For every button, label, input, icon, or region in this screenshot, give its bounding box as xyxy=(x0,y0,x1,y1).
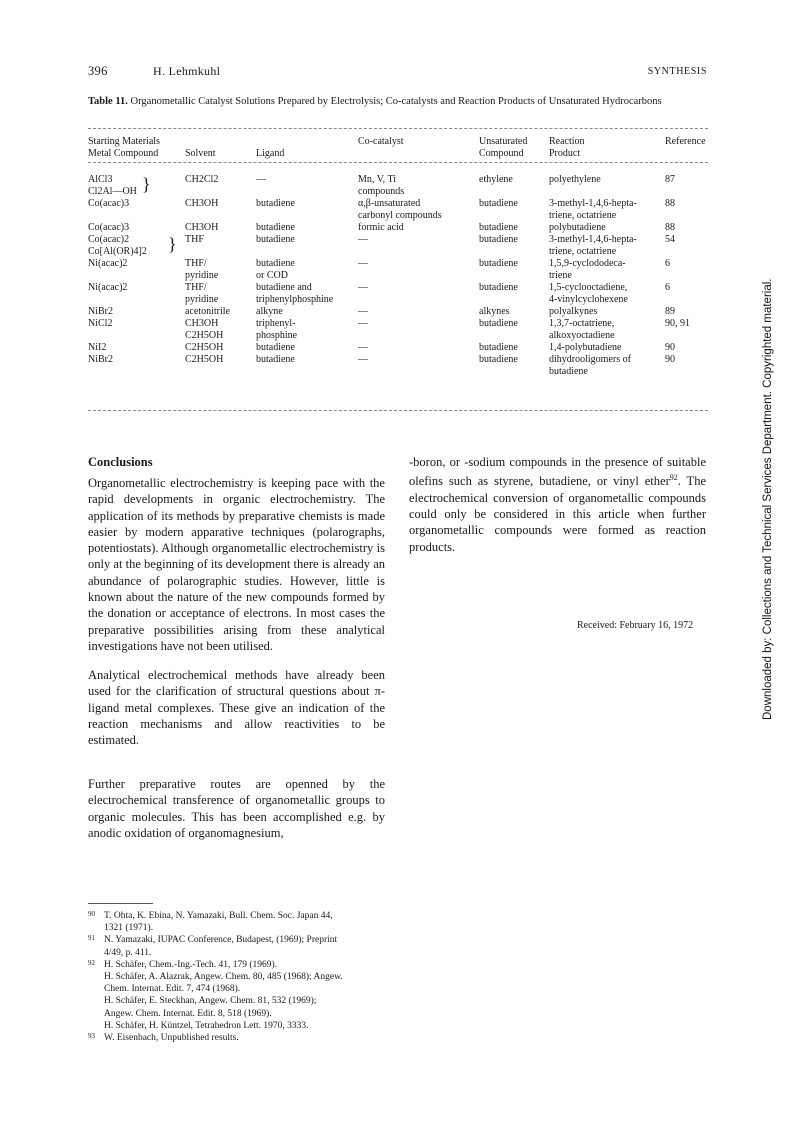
cell-reference: 6 xyxy=(665,282,670,293)
cell-co-catalyst: formic acid xyxy=(358,222,404,233)
section-heading: Conclusions xyxy=(88,455,153,469)
col-header-reference: Reference xyxy=(665,136,706,147)
cell-solvent: CH3OH xyxy=(185,198,219,209)
table-header-rule xyxy=(88,162,708,163)
cell-reference: 88 xyxy=(665,198,675,209)
paragraph: Analytical electrochemical methods have already been used for the clarification of structural questions about π-ligand metal complexes. These give an indication of the reaction mechanisms and allow reactivities to be estimated. xyxy=(88,668,385,748)
cell-solvent: C2H5OH xyxy=(185,354,224,365)
brace-glyph: } xyxy=(168,234,177,254)
cell-ligand: butadiene xyxy=(256,342,295,353)
cell-unsaturated-compound: ethylene xyxy=(479,174,513,185)
cell-solvent: CH3OH C2H5OH xyxy=(185,318,224,341)
cell-unsaturated-compound: butadiene xyxy=(479,282,518,293)
cell-unsaturated-compound: butadiene xyxy=(479,234,518,245)
cell-reaction-product: dihydrooligomers of butadiene xyxy=(549,354,631,377)
footnote xyxy=(88,959,388,1032)
footnote-number: 91 xyxy=(88,934,95,943)
brace-glyph: } xyxy=(142,174,151,194)
cell-starting-material: AlCl3 Cl2Al—OH xyxy=(88,174,137,197)
cell-solvent: CH3OH xyxy=(185,222,219,233)
footnote-number: 93 xyxy=(88,1032,95,1041)
paragraph: Further preparative routes are openned by the electrochemical transference of organometallic groups to organic molecules. This has been accomplished e.g. by anodic oxidation of organomagnesium, xyxy=(88,777,385,840)
cell-reference: 88 xyxy=(665,222,675,233)
cell-solvent: C2H5OH xyxy=(185,342,224,353)
cell-unsaturated-compound: butadiene xyxy=(479,198,518,209)
cell-co-catalyst: Mn, V, Ti compounds xyxy=(358,174,405,197)
paragraph-text: -boron, or -sodium compounds in the presence of suitable olefins such as styrene, butadiene, or vinyl ether xyxy=(409,455,706,489)
footnote-line: H. Schäfer, H. Küntzel, Tetrahedron Lett. 1970, 3333. xyxy=(104,1020,309,1031)
cell-starting-material: NiBr2 xyxy=(88,306,113,317)
cell-ligand: butadiene xyxy=(256,234,295,245)
cell-co-catalyst: — xyxy=(358,342,368,353)
cell-starting-material: NiBr2 xyxy=(88,354,113,365)
cell-reference: 6 xyxy=(665,258,670,269)
footnote-line: T. Ohta, K. Ebina, N. Yamazaki, Bull. Chem. Soc. Japan 44, xyxy=(104,911,333,921)
footnote-line: H. Schäfer, Chem.-Ing.-Tech. 41, 179 (1969). xyxy=(104,959,278,970)
col-header-unsaturated-compound: Unsaturated Compound xyxy=(479,136,528,159)
cell-ligand: — xyxy=(256,174,266,185)
footnote-line: Chem. Internat. Edit. 7, 474 (1968). xyxy=(104,984,241,995)
cell-co-catalyst: — xyxy=(358,282,368,293)
reference-marker: 92 xyxy=(669,473,678,483)
footnote-rule xyxy=(88,903,153,904)
paragraph: Organometallic electrochemistry is keeping pace with the rapid developments in organic electrochemistry. The application of its methods by preparative chemists is made easier by modern apparative techniques (polarographs, potentiostats). Although organometallic electrochemistry is only at the beginning of its development there is already an abundance of polarographic studies. However, little is known about the nature of the new compounds formed by the donation or acceptance of electrons. In most cases the preparative possibilities arising from these analytical investigations have not been utilised. xyxy=(88,476,385,653)
table-top-rule xyxy=(88,128,708,129)
col-header-starting-materials: Starting Materials Metal Compound xyxy=(88,136,160,159)
cell-unsaturated-compound: alkynes xyxy=(479,306,510,317)
footnote-line: Angew. Chem. Internat. Edit. 8, 518 (1969). xyxy=(104,1008,272,1019)
cell-ligand: butadiene or COD xyxy=(256,258,295,281)
cell-solvent: THF/ pyridine xyxy=(185,258,219,281)
cell-reaction-product: 1,5,9-cyclododeca- triene xyxy=(549,258,626,281)
footnote-line: 1321 (1971). xyxy=(104,923,154,934)
cell-co-catalyst: — xyxy=(358,234,368,245)
cell-starting-material: Ni(acac)2 xyxy=(88,282,128,293)
cell-co-catalyst: — xyxy=(358,306,368,317)
cell-unsaturated-compound: butadiene xyxy=(479,258,518,269)
page-number: 396 xyxy=(88,64,108,78)
footnote-number: 90 xyxy=(88,910,95,918)
cell-ligand: triphenyl- phosphine xyxy=(256,318,298,341)
cell-reference: 90 xyxy=(665,342,675,353)
footnote-line: W. Eisenbach, Unpublished results. xyxy=(104,1033,239,1044)
cell-ligand: butadiene and triphenylphosphine xyxy=(256,282,334,305)
running-author: H. Lehmkuhl xyxy=(153,64,221,78)
cell-co-catalyst: — xyxy=(358,354,368,365)
footnote-line: N. Yamazaki, IUPAC Conference, Budapest, (1969); Preprint xyxy=(104,935,338,946)
cell-co-catalyst: — xyxy=(358,318,368,329)
cell-reaction-product: 3-methyl-1,4,6-hepta- triene, octatriene xyxy=(549,234,637,257)
table-bottom-rule xyxy=(88,410,708,411)
cell-unsaturated-compound: butadiene xyxy=(479,342,518,353)
download-watermark: Downloaded by: Collections and Technical Services Department. Copyrighted material. xyxy=(762,278,774,720)
footnote-line: H. Schäfer, A. Alazrak, Angew. Chem. 80, 485 (1968); Angew. xyxy=(104,972,343,983)
paragraph-text: . The electrochemical conversion of organometallic compounds could only be considered in this article when further organometallic compounds were formed as reaction products. xyxy=(409,474,706,554)
table-caption-text: Organometallic Catalyst Solutions Prepared by Electrolysis; Co-catalysts and Reaction Products of Unsaturated Hydrocarbons xyxy=(130,96,662,107)
col-header-ligand: Ligand xyxy=(256,148,285,159)
cell-starting-material: NiCl2 xyxy=(88,318,113,329)
cell-solvent: THF/ pyridine xyxy=(185,282,219,305)
cell-starting-material: Co(acac)3 xyxy=(88,198,130,209)
cell-solvent: acetonitrile xyxy=(185,306,230,317)
cell-ligand: butadiene xyxy=(256,198,295,209)
cell-reaction-product: polyethylene xyxy=(549,174,601,185)
cell-reaction-product: 1,5-cyclooctadiene, 4-vinylcyclohexene xyxy=(549,282,628,305)
cell-starting-material: Co(acac)3 xyxy=(88,222,130,233)
cell-unsaturated-compound: butadiene xyxy=(479,222,518,233)
footnote-line: H. Schäfer, E. Steckhan, Angew. Chem. 81, 532 (1969); xyxy=(104,996,317,1007)
cell-starting-material: Ni(acac)2 xyxy=(88,258,128,269)
cell-reaction-product: 1,3,7-octatriene, alkoxyoctadiene xyxy=(549,318,615,341)
footnote-line: 4/49, p. 411. xyxy=(104,947,152,958)
cell-co-catalyst: — xyxy=(358,258,368,269)
cell-starting-material: Co(acac)2 Co[Al(OR)4]2 xyxy=(88,234,147,257)
cell-co-catalyst: α,β-unsaturated carbonyl compounds xyxy=(358,198,442,221)
footnote xyxy=(88,910,388,934)
cell-unsaturated-compound: butadiene xyxy=(479,354,518,365)
cell-reference: 54 xyxy=(665,234,675,245)
cell-reaction-product: polybutadiene xyxy=(549,222,606,233)
col-header-solvent: Solvent xyxy=(185,148,216,159)
journal-name: SYNTHESIS xyxy=(647,66,707,77)
cell-ligand: butadiene xyxy=(256,222,295,233)
paragraph xyxy=(409,454,706,555)
footnote-number: 92 xyxy=(88,958,95,967)
table-caption-label: Table 11. xyxy=(88,96,128,107)
cell-reaction-product: 3-methyl-1,4,6-hepta- triene, octatriene xyxy=(549,198,637,221)
footnote xyxy=(88,934,388,958)
cell-ligand: alkyne xyxy=(256,306,283,317)
received-date: Received: February 16, 1972 xyxy=(577,620,694,631)
cell-reference: 89 xyxy=(665,306,675,317)
cell-reference: 87 xyxy=(665,174,675,185)
footnotes xyxy=(88,910,388,1044)
cell-solvent: CH2Cl2 xyxy=(185,174,219,185)
col-header-reaction-product: Reaction Product xyxy=(549,136,585,159)
cell-reference: 90, 91 xyxy=(665,318,690,329)
table-caption xyxy=(88,95,708,109)
cell-reaction-product: polyalkynes xyxy=(549,306,598,317)
cell-reference: 90 xyxy=(665,354,675,365)
cell-unsaturated-compound: butadiene xyxy=(479,318,518,329)
col-header-co-catalyst: Co-catalyst xyxy=(358,136,404,147)
cell-solvent: THF xyxy=(185,234,204,245)
footnote xyxy=(88,1032,388,1044)
cell-reaction-product: 1,4-polybutadiene xyxy=(549,342,622,353)
cell-ligand: butadiene xyxy=(256,354,295,365)
cell-starting-material: NiI2 xyxy=(88,342,107,353)
